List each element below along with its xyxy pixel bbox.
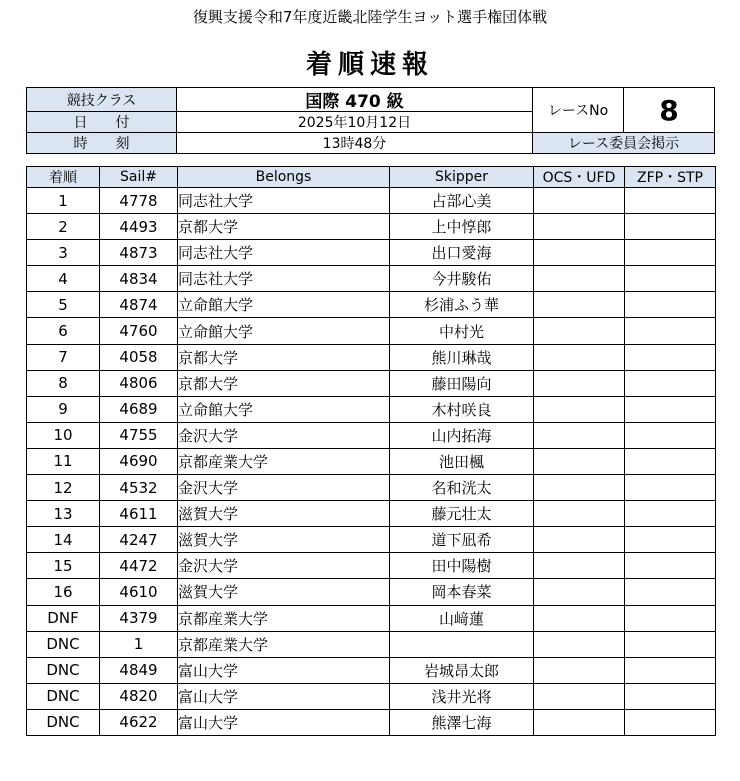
cell-sail: 4493 xyxy=(100,214,178,240)
cell-ocs xyxy=(534,188,625,214)
col-header-sail: Sail# xyxy=(100,167,178,188)
cell-ocs xyxy=(534,605,625,631)
cell-skipper: 田中陽樹 xyxy=(390,553,534,579)
time-label: 時 刻 xyxy=(26,132,177,154)
cell-belongs: 京都産業大学 xyxy=(178,631,390,657)
cell-ocs xyxy=(534,318,625,344)
cell-zfp xyxy=(625,553,716,579)
cell-zfp xyxy=(625,422,716,448)
cell-ocs xyxy=(534,501,625,527)
cell-rank: 11 xyxy=(27,448,100,474)
cell-sail: 4778 xyxy=(100,188,178,214)
cell-belongs: 金沢大学 xyxy=(178,475,390,501)
cell-belongs: 同志社大学 xyxy=(178,266,390,292)
cell-belongs: 京都産業大学 xyxy=(178,605,390,631)
cell-ocs xyxy=(534,709,625,735)
cell-belongs: 立命館大学 xyxy=(178,318,390,344)
cell-belongs: 立命館大学 xyxy=(178,292,390,318)
cell-rank: 2 xyxy=(27,214,100,240)
cell-sail: 4760 xyxy=(100,318,178,344)
cell-ocs xyxy=(534,657,625,683)
cell-ocs xyxy=(534,370,625,396)
cell-zfp xyxy=(625,214,716,240)
cell-sail: 4834 xyxy=(100,266,178,292)
cell-rank: 8 xyxy=(27,370,100,396)
cell-belongs: 京都大学 xyxy=(178,214,390,240)
cell-ocs xyxy=(534,579,625,605)
cell-belongs: 富山大学 xyxy=(178,683,390,709)
cell-zfp xyxy=(625,579,716,605)
cell-ocs xyxy=(534,396,625,422)
table-row xyxy=(27,553,716,579)
cell-ocs xyxy=(534,240,625,266)
table-row xyxy=(27,318,716,344)
cell-rank: 5 xyxy=(27,292,100,318)
cell-skipper: 岩城昂太郎 xyxy=(390,657,534,683)
cell-skipper: 山﨑蓮 xyxy=(390,605,534,631)
table-row xyxy=(27,683,716,709)
cell-skipper: 今井駿佑 xyxy=(390,266,534,292)
table-row xyxy=(27,501,716,527)
col-header-zfp-stp: ZFP・STP xyxy=(625,167,716,188)
cell-ocs xyxy=(534,527,625,553)
cell-belongs: 金沢大学 xyxy=(178,553,390,579)
cell-skipper: 出口愛海 xyxy=(390,240,534,266)
cell-belongs: 立命館大学 xyxy=(178,396,390,422)
cell-skipper: 木村咲良 xyxy=(390,396,534,422)
table-row xyxy=(27,657,716,683)
cell-skipper: 池田楓 xyxy=(390,448,534,474)
table-row xyxy=(27,605,716,631)
cell-zfp xyxy=(625,318,716,344)
cell-sail: 4472 xyxy=(100,553,178,579)
race-no-label: レースNo xyxy=(532,87,624,133)
cell-sail: 4058 xyxy=(100,344,178,370)
cell-zfp xyxy=(625,683,716,709)
cell-zfp xyxy=(625,396,716,422)
date-label: 日 付 xyxy=(26,111,177,133)
cell-skipper: 道下凪希 xyxy=(390,527,534,553)
race-no-value: 8 xyxy=(623,87,715,133)
cell-belongs: 富山大学 xyxy=(178,709,390,735)
table-row xyxy=(27,448,716,474)
cell-zfp xyxy=(625,448,716,474)
cell-zfp xyxy=(625,188,716,214)
cell-rank: 9 xyxy=(27,396,100,422)
cell-ocs xyxy=(534,475,625,501)
cell-skipper xyxy=(390,631,534,657)
cell-belongs: 富山大学 xyxy=(178,657,390,683)
cell-ocs xyxy=(534,292,625,318)
cell-skipper: 藤元壮太 xyxy=(390,501,534,527)
table-row xyxy=(27,240,716,266)
cell-rank: 3 xyxy=(27,240,100,266)
cell-skipper: 杉浦ふう華 xyxy=(390,292,534,318)
col-header-rank: 着順 xyxy=(27,167,100,188)
cell-zfp xyxy=(625,501,716,527)
cell-zfp xyxy=(625,527,716,553)
cell-sail: 4874 xyxy=(100,292,178,318)
table-row xyxy=(27,266,716,292)
cell-ocs xyxy=(534,344,625,370)
table-row xyxy=(27,527,716,553)
posted-label: レース委員会掲示 xyxy=(532,132,715,154)
cell-belongs: 京都大学 xyxy=(178,370,390,396)
cell-rank: 13 xyxy=(27,501,100,527)
cell-zfp xyxy=(625,240,716,266)
cell-skipper: 山内拓海 xyxy=(390,422,534,448)
cell-sail: 4689 xyxy=(100,396,178,422)
cell-ocs xyxy=(534,553,625,579)
cell-zfp xyxy=(625,475,716,501)
cell-zfp xyxy=(625,292,716,318)
cell-rank: DNC xyxy=(27,709,100,735)
table-row xyxy=(27,631,716,657)
cell-ocs xyxy=(534,448,625,474)
table-row xyxy=(27,396,716,422)
cell-sail: 4622 xyxy=(100,709,178,735)
cell-sail: 4532 xyxy=(100,475,178,501)
cell-skipper: 熊澤七海 xyxy=(390,709,534,735)
cell-sail: 4610 xyxy=(100,579,178,605)
table-row xyxy=(27,475,716,501)
cell-rank: 16 xyxy=(27,579,100,605)
cell-sail: 4379 xyxy=(100,605,178,631)
cell-rank: DNC xyxy=(27,631,100,657)
cell-zfp xyxy=(625,631,716,657)
cell-ocs xyxy=(534,422,625,448)
cell-sail: 4873 xyxy=(100,240,178,266)
table-row xyxy=(27,188,716,214)
date-value: 2025年10月12日 xyxy=(176,111,533,133)
cell-rank: 6 xyxy=(27,318,100,344)
cell-rank: DNC xyxy=(27,683,100,709)
cell-rank: DNF xyxy=(27,605,100,631)
cell-rank: 15 xyxy=(27,553,100,579)
cell-ocs xyxy=(534,214,625,240)
cell-ocs xyxy=(534,683,625,709)
cell-zfp xyxy=(625,344,716,370)
cell-skipper: 岡本春菜 xyxy=(390,579,534,605)
table-row xyxy=(27,422,716,448)
cell-skipper: 藤田陽向 xyxy=(390,370,534,396)
cell-belongs: 滋賀大学 xyxy=(178,501,390,527)
cell-zfp xyxy=(625,657,716,683)
cell-sail: 4690 xyxy=(100,448,178,474)
cell-sail: 4611 xyxy=(100,501,178,527)
cell-belongs: 京都産業大学 xyxy=(178,448,390,474)
cell-rank: 14 xyxy=(27,527,100,553)
cell-sail: 4806 xyxy=(100,370,178,396)
cell-sail: 1 xyxy=(100,631,178,657)
cell-sail: 4247 xyxy=(100,527,178,553)
col-header-skipper: Skipper xyxy=(390,167,534,188)
cell-sail: 4755 xyxy=(100,422,178,448)
cell-zfp xyxy=(625,709,716,735)
table-header-row xyxy=(27,167,716,188)
document-title: 着順速報 xyxy=(305,50,434,80)
cell-zfp xyxy=(625,605,716,631)
results-table xyxy=(26,166,716,736)
cell-belongs: 金沢大学 xyxy=(178,422,390,448)
cell-belongs: 同志社大学 xyxy=(178,240,390,266)
cell-zfp xyxy=(625,370,716,396)
cell-sail: 4849 xyxy=(100,657,178,683)
cell-belongs: 京都大学 xyxy=(178,344,390,370)
class-value: 国際 470 級 xyxy=(176,87,533,112)
cell-skipper: 上中惇郎 xyxy=(390,214,534,240)
cell-skipper: 熊川琳哉 xyxy=(390,344,534,370)
table-row xyxy=(27,709,716,735)
col-header-belongs: Belongs xyxy=(178,167,390,188)
table-row xyxy=(27,214,716,240)
cell-skipper: 名和洸太 xyxy=(390,475,534,501)
table-row xyxy=(27,344,716,370)
cell-belongs: 滋賀大学 xyxy=(178,527,390,553)
time-value: 13時48分 xyxy=(176,132,533,154)
col-header-ocs-ufd: OCS・UFD xyxy=(534,167,625,188)
cell-belongs: 滋賀大学 xyxy=(178,579,390,605)
cell-rank: 4 xyxy=(27,266,100,292)
cell-ocs xyxy=(534,631,625,657)
class-label: 競技クラス xyxy=(26,87,177,112)
document-subtitle: 復興支援令和7年度近畿北陸学生ヨット選手権団体戦 xyxy=(192,8,548,26)
cell-belongs: 同志社大学 xyxy=(178,188,390,214)
cell-rank: 7 xyxy=(27,344,100,370)
cell-zfp xyxy=(625,266,716,292)
cell-sail: 4820 xyxy=(100,683,178,709)
cell-rank: DNC xyxy=(27,657,100,683)
cell-rank: 12 xyxy=(27,475,100,501)
cell-skipper: 占部心美 xyxy=(390,188,534,214)
cell-rank: 10 xyxy=(27,422,100,448)
table-row xyxy=(27,370,716,396)
cell-rank: 1 xyxy=(27,188,100,214)
table-row xyxy=(27,579,716,605)
table-row xyxy=(27,292,716,318)
cell-skipper: 浅井光将 xyxy=(390,683,534,709)
cell-skipper: 中村光 xyxy=(390,318,534,344)
cell-ocs xyxy=(534,266,625,292)
